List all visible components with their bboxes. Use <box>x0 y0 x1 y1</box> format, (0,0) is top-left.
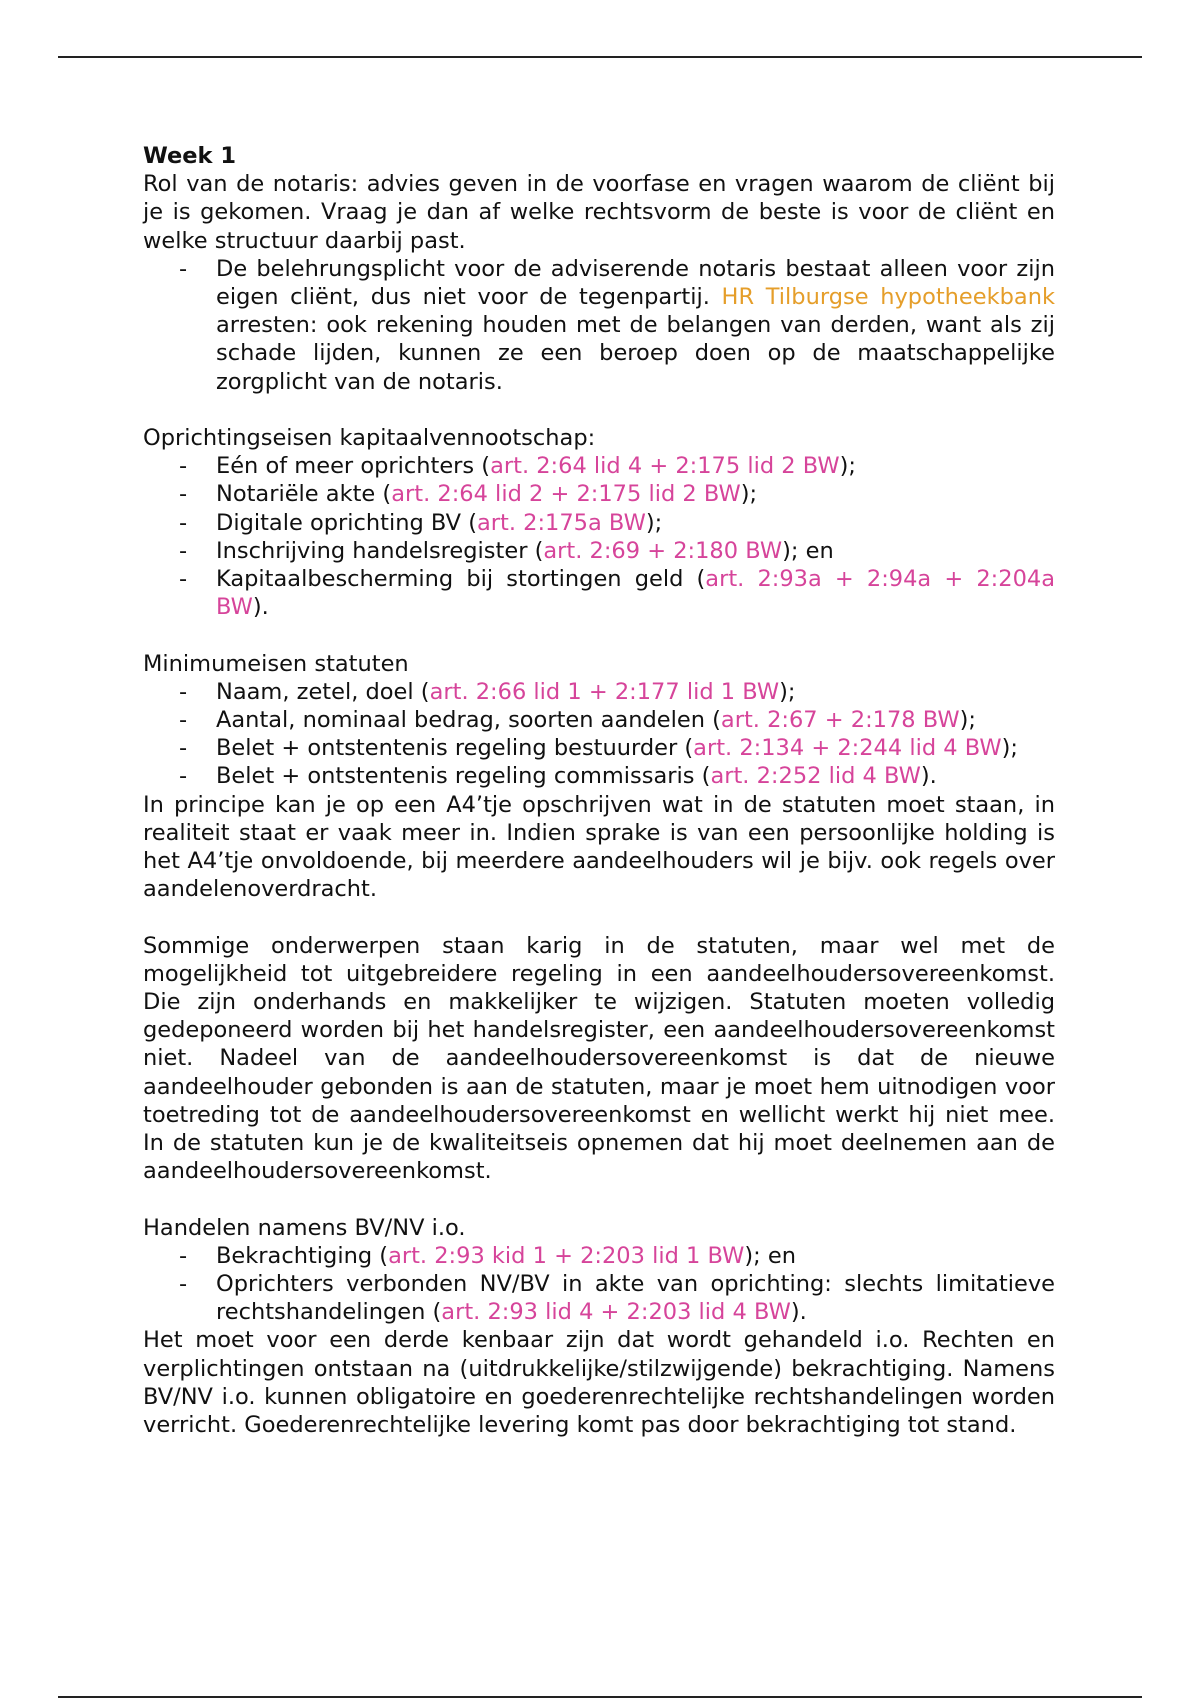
bullet-dash: - <box>179 763 188 790</box>
bullet-text: Belet + ontstentenis regeling commissaris ( <box>216 763 711 790</box>
aandeelhoudersovereenkomst-paragraph: Sommige onderwerpen staan karig in de statuten, maar wel met de mogelijkheid tot uitgebreidere regeling in een aandeelhoudersovereenkomst. Die zijn onderhands en makkelijker te wijzigen. Statuten moeten volledig gedeponeerd worden bij het handelsregister, een aandeelhoudersovereenkomst niet. Nadeel van de aandeelhoudersovereenkomst is dat de nieuwe aandeelhouder gebonden is aan de statuten, maar je moet hem uitnodigen voor toetreding tot de aandeelhoudersovereenkomst en wellicht werkt hij niet mee. In de statuten kun je de kwaliteitseis opnemen dat hij moet deelnemen aan de aandeelhoudersovereenkomst. <box>143 932 1055 1185</box>
list-item <box>143 537 1055 565</box>
bullet-text: ); en <box>744 1242 796 1269</box>
bullet-text: Belet + ontstentenis regeling bestuurder ( <box>216 735 694 762</box>
article-reference: art. 2:175a BW <box>476 509 646 536</box>
bullet-text: ); en <box>782 537 834 564</box>
article-reference: art. 2:93a + 2:94a + 2:204a BW <box>216 566 1055 621</box>
case-reference: HR Tilburgse hypotheekbank <box>721 284 1055 311</box>
list-item <box>143 762 1055 790</box>
bullet-dash: - <box>179 678 188 705</box>
bullet-text: ). <box>920 763 937 790</box>
article-reference: art. 2:93 lid 4 + 2:203 lid 4 BW <box>441 1299 791 1326</box>
article-reference: art. 2:66 lid 1 + 2:177 lid 1 BW <box>429 678 780 705</box>
bullet-dash: - <box>179 481 188 508</box>
section-heading-oprichting: Oprichtingseisen kapitaalvennootschap: <box>143 425 596 452</box>
bullet-text: Naam, zetel, doel ( <box>216 678 430 705</box>
article-reference: art. 2:93 kid 1 + 2:203 lid 1 BW <box>388 1242 745 1269</box>
bullet-text: Digitale oprichting BV ( <box>216 509 477 536</box>
bullet-text: Inschrijving handelsregister ( <box>216 537 544 564</box>
bullet-text: Oprichters verbonden NV/BV in akte van oprichting: slechts limitatieve rechtshandelingen ( <box>216 1271 1055 1326</box>
list-item <box>143 1242 1055 1270</box>
list-item <box>143 565 1055 621</box>
bullet-text: ); <box>839 453 856 480</box>
article-reference: art. 2:134 + 2:244 lid 4 BW <box>693 735 1002 762</box>
bullet-text: Eén of meer oprichters ( <box>216 453 491 480</box>
list-item <box>143 1270 1055 1326</box>
bullet-text: Notariële akte ( <box>216 481 392 508</box>
footer-rule <box>58 1696 1142 1698</box>
intro-paragraph: Rol van de notaris: advies geven in de voorfase en vragen waarom de cliënt bij je is gekomen. Vraag je dan af welke rechtsvorm de beste is voor de cliënt en welke structuur daarbij past. <box>143 171 1055 254</box>
bullet-dash: - <box>179 707 188 734</box>
bullet-text: ). <box>790 1299 807 1326</box>
bullet-text: Aantal, nominaal bedrag, soorten aandelen ( <box>216 707 721 734</box>
list-item <box>143 452 1055 480</box>
list-item <box>143 706 1055 734</box>
bullet-dash: - <box>179 566 188 593</box>
bullet-text: ); <box>645 509 663 536</box>
section-heading-statuten: Minimumeisen statuten <box>143 650 409 677</box>
document-body <box>143 142 1055 1439</box>
article-reference: art. 2:64 lid 4 + 2:175 lid 2 BW <box>490 453 840 480</box>
list-item <box>143 255 1055 396</box>
bullet-text: ); <box>1001 735 1018 762</box>
bullet-dash: - <box>179 537 188 564</box>
bullet-text: Kapitaalbescherming bij stortingen geld ( <box>216 566 706 593</box>
statuten-paragraph: In principe kan je op een A4’tje opschrijven wat in de statuten moet staan, in realiteit staat er vaak meer in. Indien sprake is van een persoonlijke holding is het A4’tje onvoldoende, bij meerdere aandeelhouders wil je bijv. ook regels over aandelenoverdracht. <box>143 791 1055 903</box>
week-title: Week 1 <box>143 143 236 169</box>
list-item <box>143 678 1055 706</box>
section-heading-handelen: Handelen namens BV/NV i.o. <box>143 1214 466 1241</box>
header-rule <box>58 56 1142 58</box>
article-reference: art. 2:252 lid 4 BW <box>710 763 921 790</box>
bullet-text: ); <box>740 481 758 508</box>
handelen-paragraph: Het moet voor een derde kenbaar zijn dat wordt gehandeld i.o. Rechten en verplichtingen ontstaan na (uitdrukkelijke/stilzwijgende) bekrachtiging. Namens BV/NV i.o. kunnen obligatoire en goederenrechtelijke rechtshandelingen worden verricht. Goederenrechtelijke levering komt pas door bekrachtiging tot stand. <box>143 1327 1055 1439</box>
article-reference: art. 2:64 lid 2 + 2:175 lid 2 BW <box>391 481 741 508</box>
bullet-dash: - <box>179 1242 188 1269</box>
bullet-text: ); <box>959 707 976 734</box>
bullet-dash: - <box>179 509 188 536</box>
bullet-dash: - <box>179 255 188 282</box>
bullet-dash: - <box>179 453 188 480</box>
list-item <box>143 734 1055 762</box>
list-item <box>143 509 1055 537</box>
list-item <box>143 480 1055 508</box>
bullet-text: ); <box>779 678 796 705</box>
bullet-text: arresten: ook rekening houden met de belangen van derden, want als zij schade lijden, kunnen ze een beroep doen op de maatschappelijke zorgplicht van de notaris. <box>216 312 1055 395</box>
bullet-text: De belehrungsplicht voor de adviserende notaris bestaat alleen voor zijn eigen cliënt, dus niet voor de tegenpartij. <box>216 255 1055 311</box>
bullet-text: Bekrachtiging ( <box>216 1242 389 1269</box>
article-reference: art. 2:69 + 2:180 BW <box>543 537 783 564</box>
bullet-dash: - <box>179 735 188 762</box>
bullet-text: ). <box>252 594 269 621</box>
article-reference: art. 2:67 + 2:178 BW <box>720 707 960 734</box>
bullet-dash: - <box>179 1271 188 1298</box>
